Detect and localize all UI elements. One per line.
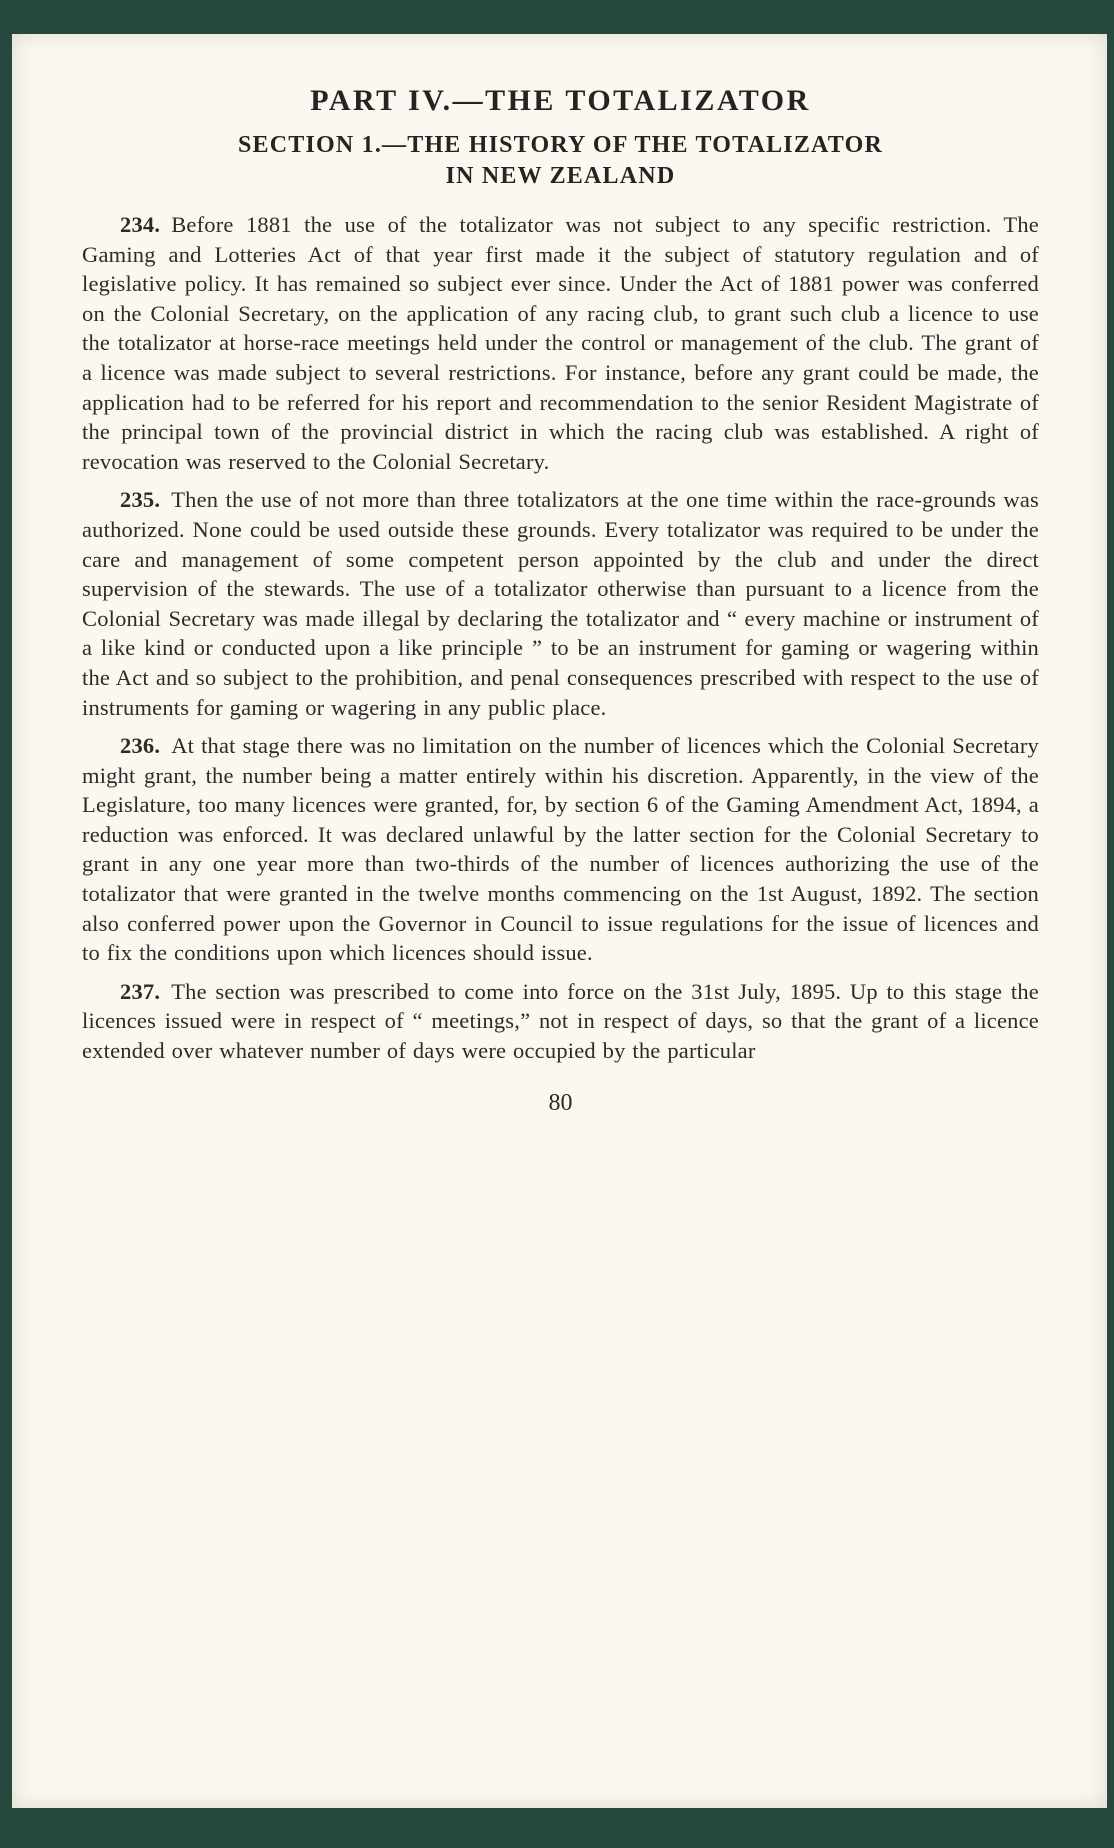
scanned-book-page	[12, 34, 1107, 1808]
paragraph-234-number: 234.	[120, 212, 161, 237]
paragraph-236-text: At that stage there was no limitation on the number of licences which the Colonial Secretary might grant, the number being a matter entirely within his discretion. Apparently, in the view of the Legislature, too many licences were granted, for, by section 6 of the Gaming Amendment Act, 1894, a reduction was enforced. It was declared unlawful by the latter section for the Colonial Secretary to grant in any one year more than two-thirds of the number of licences authorizing the use of the totalizator that were granted in the twelve months commencing on the 1st August, 1892. The section also conferred power upon the Governor in Council to issue regulations for the issue of licences and to fix the conditions upon which licences should issue.	[82, 733, 1039, 966]
paragraph-237-number: 237.	[120, 978, 161, 1004]
paragraph-235	[82, 485, 1039, 722]
paragraph-235-text: Then the use of not more than three totalizators at the one time within the race-grounds was authorized. None could be used outside these grounds. Every totalizator was required to be under the care and management of some competent person appointed by the club and under the direct supervision of the stewards. The use of a totalizator otherwise than pursuant to a licence from the Colonial Secretary was made illegal by declaring the totalizator and “ every machine or instrument of a like kind or conducted upon a like principle ” to be an instrument for gaming or wagering within the Act and so subject to the prohibition, and penal consequences prescribed with respect to the use of instruments for gaming or wagering in any public place.	[82, 487, 1039, 720]
paragraph-234-text: Before 1881 the use of the totalizator was not subject to any specific restriction. The Gaming and Lotteries Act of that year first made it the subject of statutory regulation and of legislative policy. It has remained so subject ever since. Under the Act of 1881 power was conferred on the Colonial Secretary, on the application of any racing club, to grant such club a licence to use the totalizator at horse-race meetings held under the control or management of the club. The grant of a licence was made subject to several restrictions. For instance, before any grant could be made, the application had to be referred for his report and recommendation to the senior Resident Magistrate of the principal town of the provincial district in which the racing club was established. A right of revocation was reserved to the Colonial Secretary.	[82, 212, 1039, 474]
paragraph-234	[82, 210, 1039, 476]
part-title: PART IV.—THE TOTALIZATOR	[310, 84, 811, 117]
paragraph-237-text: The section was prescribed to come into force on the 31st July, 1895. Up to this stage the licences issued were in respect of “ meetings,” not in respect of days, so that the grant of a licence extended over whatever number of days were occupied by the particular	[82, 978, 1039, 1064]
page-number: 80	[548, 1089, 573, 1116]
paragraph-235-number: 235.	[120, 487, 161, 513]
paragraph-237	[82, 977, 1039, 1066]
paragraph-236-number: 236.	[120, 733, 161, 759]
section-heading-line2: IN NEW ZEALAND	[445, 163, 676, 189]
section-heading-line1: SECTION 1.—THE HISTORY OF THE TOTALIZATOR	[238, 132, 883, 158]
paragraph-236	[82, 731, 1039, 968]
section-heading	[82, 130, 1039, 192]
